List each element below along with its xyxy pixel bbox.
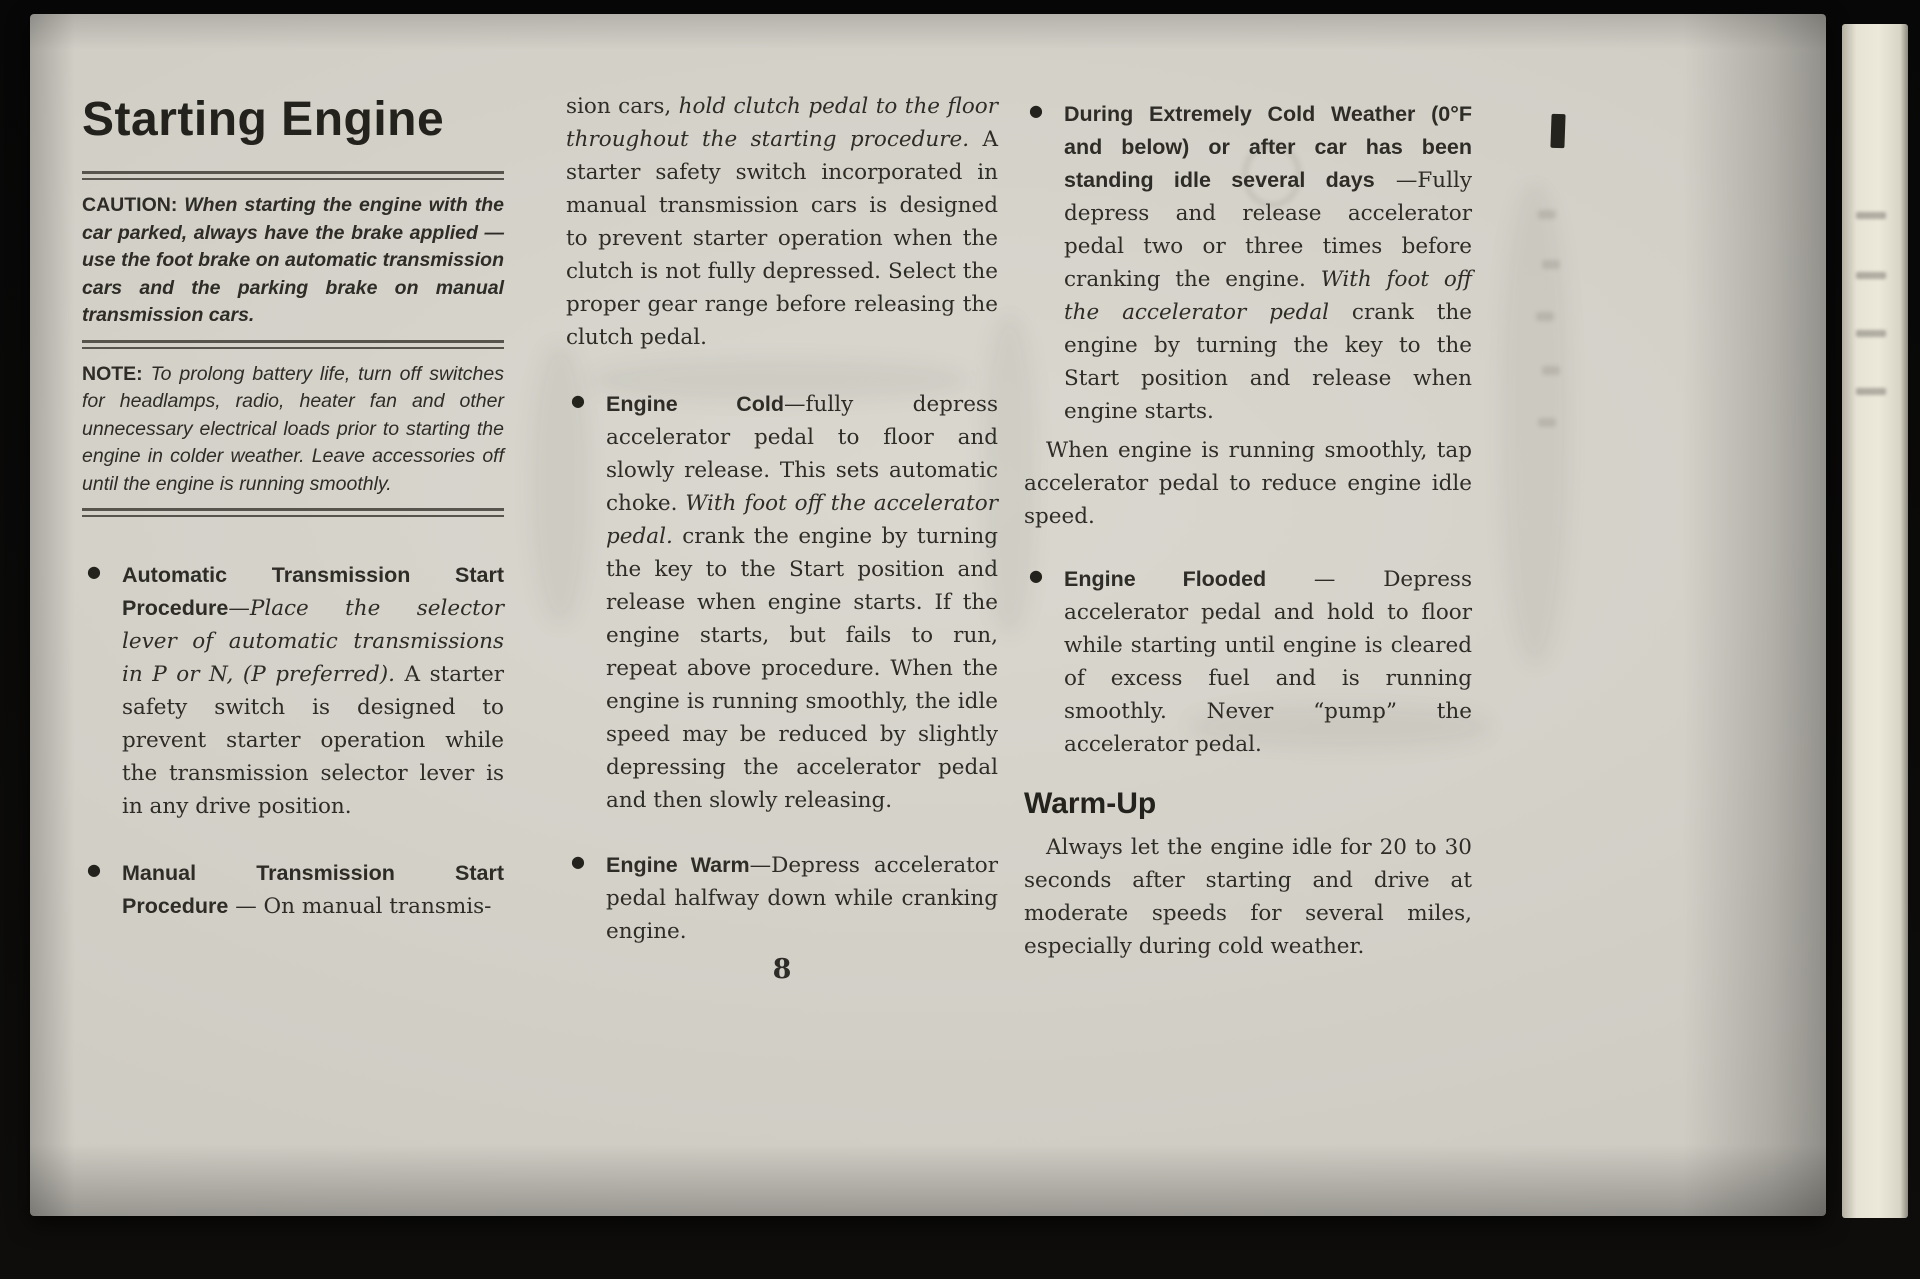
scan-smudge [982, 314, 1037, 634]
list-item-text: During Extremely Cold Weather (0°F and below) or after car has been standing idle several days —Fully depress and release accelerator pedal two or three times before cranking the engine. With foot off the accelerator pedal crank the engine by turning the key to the Start position and release when engine starts. [1064, 102, 1473, 424]
list-item-cold-weather [1024, 98, 1472, 428]
thumb-index-mark [1550, 114, 1565, 148]
print-bleed-mark [1856, 330, 1886, 337]
bleed-through-smudge [1190, 704, 1490, 750]
idle-speed-paragraph: When engine is running smoothly, tap accelerator pedal to reduce engine idle speed. [1024, 438, 1472, 529]
bullet-icon: ● [571, 391, 585, 410]
left-column [82, 92, 504, 923]
list-item-text: Engine Flooded — Depress accelerator pedal and hold to floor while starting until engine is cleared of excess fuel and is running smoothly. Never “pump” the accelerator pedal. [1064, 567, 1472, 757]
list-item-text: Engine Cold—fully depress accelerator pedal to floor and slowly release. This sets automatic choke. With foot off the accelerator pedal. crank the engine by turning the key to the Start position and release when engine starts. If the engine starts, but fails to run, repeat above procedure. When the engine is running smoothly, the idle speed may be reduced by slightly depressing the accelerator pedal and then slowly releasing. [606, 392, 998, 813]
print-bleed-mark [1542, 366, 1560, 375]
warmup-paragraph: Always let the engine idle for 20 to 30 seconds after starting and drive at moderate speeds for several miles, especially during cold weather. [1024, 835, 1472, 959]
print-bleed-mark [1536, 312, 1554, 321]
print-bleed-mark [1538, 418, 1556, 427]
page-number: 8 [772, 954, 792, 985]
print-bleed-mark [1538, 210, 1556, 219]
right-column [1024, 98, 1472, 963]
bullet-icon: ● [87, 562, 101, 581]
print-bleed-mark [1542, 260, 1560, 269]
list-item-engine-warm [566, 849, 998, 948]
bullet-icon: ● [571, 852, 585, 871]
print-bleed-mark [1856, 388, 1886, 395]
manual-page [30, 14, 1826, 1216]
print-bleed-mark [1856, 272, 1886, 279]
middle-column [566, 90, 998, 948]
list-item-text: Automatic Transmission Start Procedure—Place the selector lever of automatic transmissions in P or N, (P preferred). A starter safety switch is designed to prevent starter operation while the transmission selector lever is in any drive position. [122, 563, 504, 819]
divider-rule [82, 508, 504, 517]
print-bleed-mark [1856, 212, 1886, 219]
divider-rule [82, 340, 504, 349]
page-title: Starting Engine [82, 93, 445, 146]
caution-paragraph: CAUTION: When starting the engine with the car parked, always have the brake applied — use the foot brake on automatic transmission cars and the parking brake on manual transmission cars. [82, 194, 504, 326]
list-item-automatic-start [82, 559, 504, 823]
warmup-heading: Warm-Up [1024, 787, 1157, 820]
bullet-icon: ● [1029, 101, 1043, 120]
continuation-paragraph: sion cars, hold clutch pedal to the floor throughout the starting procedure. A starter safety switch incorporated in manual transmission cars is designed to prevent starter operation when the clutch is not fully depressed. Select the proper gear range before releasing the clutch pedal. [566, 94, 998, 350]
list-item-engine-cold [566, 388, 998, 817]
bleed-through-smudge [1500, 184, 1570, 664]
list-item-manual-start [82, 857, 504, 923]
bleed-through-smudge [590, 359, 970, 401]
bullet-icon: ● [87, 860, 101, 879]
bullet-icon: ● [1029, 566, 1043, 585]
list-item-text: Manual Transmission Start Procedure — On manual transmis- [122, 861, 504, 919]
divider-rule [82, 171, 504, 180]
bleed-through-ring [1242, 142, 1302, 208]
list-item-text: Engine Warm—Depress accelerator pedal halfway down while cranking engine. [606, 853, 998, 944]
battery-note-paragraph: NOTE: To prolong battery life, turn off switches for headlamps, radio, heater fan and other unnecessary electrical loads prior to starting the engine in colder weather. Leave accessories off until the engine is running smoothly. [82, 362, 504, 495]
next-page-edge [1842, 24, 1908, 1218]
scan-smudge [530, 344, 590, 624]
